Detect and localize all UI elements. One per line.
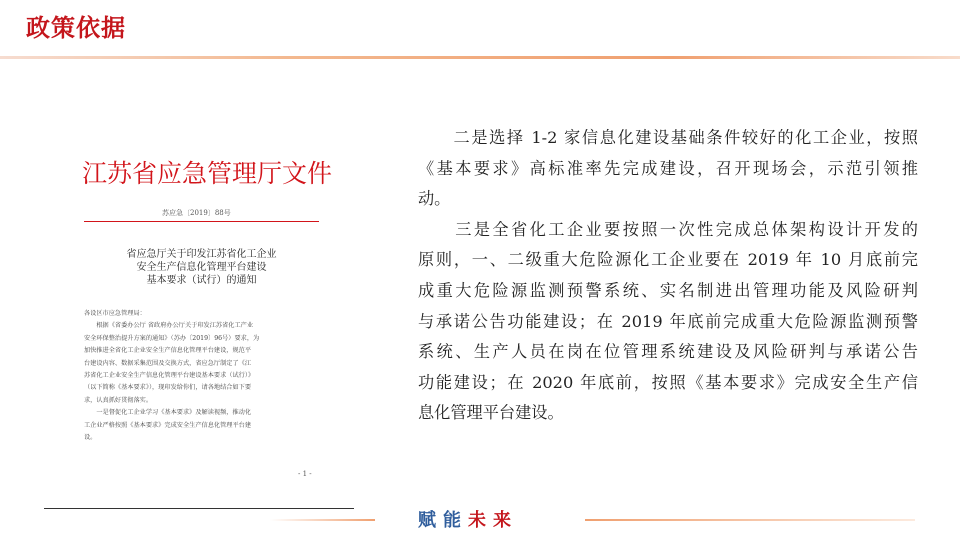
policy-text-line: 成重大危险源监测预警系统、实名制进出管理功能及风险研判 xyxy=(418,280,918,300)
document-body-line: 一是督促化工企业学习《基本要求》及解读视频，推动化 xyxy=(84,409,252,417)
document-body-line: 根据《省委办公厅 省政府办公厅关于印发江苏省化工产业 xyxy=(84,322,254,330)
footer-accent-left xyxy=(270,519,375,521)
policy-text-line: 动。 xyxy=(418,189,451,209)
document-body-line: 设。 xyxy=(84,434,97,442)
document-page-number: - 1 - xyxy=(298,470,312,478)
document-body-line: 台建设内容、数据采集范围及交换方式，省应急厅制定了《江 xyxy=(84,359,252,367)
title-underline xyxy=(0,56,960,59)
document-subject xyxy=(84,248,319,287)
document-red-rule xyxy=(84,221,319,222)
document-subject-line: 基本要求（试行）的通知 xyxy=(146,275,257,286)
document-image xyxy=(62,130,352,480)
slogan-red: 未来 xyxy=(468,510,518,531)
document-body-line: 各设区市应急管理局： xyxy=(84,310,146,317)
page-title: 政策依据 xyxy=(26,14,126,42)
document-body-line: 求，认真抓好贯彻落实。 xyxy=(84,396,153,404)
slogan-blue: 赋能 xyxy=(418,510,468,531)
document-body-line: 安全环保整治提升方案的通知》（苏办〔2019〕96号）要求，为 xyxy=(84,334,260,342)
policy-text-line: 息化管理平台建设。 xyxy=(418,403,564,423)
policy-text-line: 与承诺公告功能建设；在 2019 年底前完成重大危险源监测预警 xyxy=(418,311,918,331)
document-number: 苏应急〔2019〕88号 xyxy=(162,209,231,217)
policy-text xyxy=(418,123,918,429)
policy-text-line: 原则，一、二级重大危险源化工企业要在 2019 年 10 月底前完 xyxy=(418,250,918,270)
policy-text-line: 系统、生产人员在岗在位管理系统建设及风险研判与承诺公告 xyxy=(418,342,918,362)
document-body-line: 加快推进全省化工企业安全生产信息化管理平台建设，规范平 xyxy=(84,347,252,355)
document-body-line: 苏省化工企业安全生产信息化管理平台建设基本要求（试行）》 xyxy=(84,372,255,380)
document-subject-line: 安全生产信息化管理平台建设 xyxy=(136,262,267,273)
footer-divider xyxy=(44,508,354,509)
document-body xyxy=(84,308,322,444)
footer-accent-right xyxy=(585,519,915,521)
policy-text-line: 二是选择 1-2 家信息化建设基础条件较好的化工企业，按照 xyxy=(418,128,918,147)
policy-text-line: 三是全省化工企业要按照一次性完成总体架构设计开发的 xyxy=(418,219,918,239)
document-heading: 江苏省应急管理厅文件 xyxy=(82,159,333,188)
document-subject-line: 省应急厅关于印发江苏省化工企业 xyxy=(126,249,277,260)
policy-text-line: 《基本要求》高标准率先完成建设，召开现场会，示范引领推 xyxy=(418,158,918,178)
document-body-line: 工企业严格按照《基本要求》完成安全生产信息化管理平台建 xyxy=(84,421,252,429)
document-body-line: （以下简称《基本要求》），现印发给你们，请各地结合如下要 xyxy=(84,384,252,392)
footer-slogan xyxy=(418,506,518,532)
policy-text-line: 功能建设；在 2020 年底前，按照《基本要求》完成安全生产信 xyxy=(418,372,918,392)
